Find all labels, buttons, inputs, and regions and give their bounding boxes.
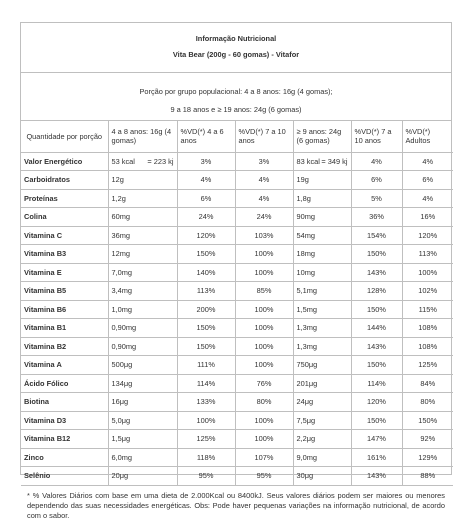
- amount-9-plus-years: 2,2μg: [293, 430, 351, 449]
- dv-7-10-years-group2: 143%: [351, 467, 402, 486]
- dv-adults: 150%: [402, 411, 453, 430]
- dv-4-6-years: 120%: [177, 226, 235, 245]
- product-name: Vita Bear (200g - 60 gomas) - Vitafor: [172, 50, 300, 59]
- amount-4-8-years: 6,0mg: [108, 448, 177, 467]
- dv-4-6-years: 200%: [177, 300, 235, 319]
- amount-9-plus-years: 30μg: [293, 467, 351, 486]
- table-row: [21, 263, 453, 282]
- dv-7-10-years-group2: 161%: [351, 448, 402, 467]
- dv-7-10-years: 100%: [235, 319, 293, 338]
- amount-9-plus-years: [293, 152, 351, 171]
- dv-adults: 100%: [402, 263, 453, 282]
- amount-9-plus-years: 10mg: [293, 263, 351, 282]
- dv-adults: 125%: [402, 356, 453, 375]
- column-header: %VD(*) Adultos: [402, 121, 453, 152]
- table-row: [21, 319, 453, 338]
- amount-9-plus-years: 750μg: [293, 356, 351, 375]
- dv-4-6-years: 6%: [177, 189, 235, 208]
- nutrient-name: Vitamina B1: [21, 319, 108, 338]
- amount-4-8-years: 16μg: [108, 393, 177, 412]
- dv-adults: 108%: [402, 319, 453, 338]
- amount-4-8-years: 0,90mg: [108, 337, 177, 356]
- dv-4-6-years: 113%: [177, 282, 235, 301]
- dv-7-10-years: 100%: [235, 300, 293, 319]
- table-row: [21, 171, 453, 190]
- table-row: [21, 448, 453, 467]
- table-header-row: [21, 121, 453, 152]
- table-row: [21, 208, 453, 227]
- nutrition-facts-panel: [20, 22, 452, 520]
- dv-adults: 108%: [402, 337, 453, 356]
- dv-7-10-years: 85%: [235, 282, 293, 301]
- column-header: 4 a 8 anos: 16g (4 gomas): [108, 121, 177, 152]
- table-row: [21, 356, 453, 375]
- portion-line-1: Porção por grupo populacional: 4 a 8 anos: 16g (4 gomas);: [139, 87, 333, 96]
- amount-4-8-years: 12g: [108, 171, 177, 190]
- table-row: [21, 374, 453, 393]
- dv-7-10-years-group2: 128%: [351, 282, 402, 301]
- dv-4-6-years: 111%: [177, 356, 235, 375]
- dv-4-6-years: 100%: [177, 411, 235, 430]
- dv-adults: 80%: [402, 393, 453, 412]
- dv-adults: 4%: [402, 152, 453, 171]
- nutrition-table: [21, 121, 453, 486]
- dv-7-10-years: 95%: [235, 467, 293, 486]
- dv-adults: 88%: [402, 467, 453, 486]
- nutrient-name: Vitamina B5: [21, 282, 108, 301]
- column-header: %VD(*) 7 a 10 anos: [351, 121, 402, 152]
- nutrient-name: Zinco: [21, 448, 108, 467]
- dv-7-10-years: 80%: [235, 393, 293, 412]
- portion-line-2: 9 a 18 anos e ≥ 19 anos: 24g (6 gomas): [170, 105, 302, 114]
- dv-7-10-years-group2: 4%: [351, 152, 402, 171]
- dv-7-10-years: 100%: [235, 411, 293, 430]
- dv-4-6-years: 118%: [177, 448, 235, 467]
- nutrient-name: Vitamina B2: [21, 337, 108, 356]
- nutrient-name: Vitamina B6: [21, 300, 108, 319]
- table-row: [21, 467, 453, 486]
- dv-7-10-years: 3%: [235, 152, 293, 171]
- amount-9-plus-years: 5,1mg: [293, 282, 351, 301]
- dv-adults: 102%: [402, 282, 453, 301]
- table-row: [21, 300, 453, 319]
- amount-4-8-years: 36mg: [108, 226, 177, 245]
- dv-4-6-years: 140%: [177, 263, 235, 282]
- amount-9-plus-years: 90mg: [293, 208, 351, 227]
- nutrient-name: Biotina: [21, 393, 108, 412]
- dv-adults: 92%: [402, 430, 453, 449]
- column-header: %VD(*) 4 a 6 anos: [177, 121, 235, 152]
- dv-adults: 113%: [402, 245, 453, 264]
- amount-4-8-years: 1,5μg: [108, 430, 177, 449]
- amount-kcal: 83 kcal: [296, 156, 320, 166]
- portion-info: [21, 73, 451, 121]
- footnote: * % Valores Diários com base em uma dieta de 2.000Kcal ou 8400kJ. Seus valores diários podem ser maiores ou menores dependendo das suas necessidades energéticas. Obs: Pode haver pequenas variações na informação nutricional, de acordo com o sabor.: [27, 490, 445, 520]
- dv-7-10-years: 100%: [235, 356, 293, 375]
- amount-9-plus-years: 54mg: [293, 226, 351, 245]
- amount-9-plus-years: 18mg: [293, 245, 351, 264]
- table-row: [21, 411, 453, 430]
- nutrient-name: Colina: [21, 208, 108, 227]
- column-header: %VD(*) 7 a 10 anos: [235, 121, 293, 152]
- dv-4-6-years: 3%: [177, 152, 235, 171]
- amount-kcal: 53 kcal: [111, 156, 135, 166]
- table-row: [21, 226, 453, 245]
- dv-7-10-years-group2: 36%: [351, 208, 402, 227]
- dv-7-10-years: 100%: [235, 337, 293, 356]
- dv-7-10-years-group2: 144%: [351, 319, 402, 338]
- dv-7-10-years-group2: 150%: [351, 300, 402, 319]
- dv-4-6-years: 95%: [177, 467, 235, 486]
- dv-adults: 6%: [402, 171, 453, 190]
- dv-7-10-years: 100%: [235, 263, 293, 282]
- amount-9-plus-years: 9,0mg: [293, 448, 351, 467]
- dv-4-6-years: 150%: [177, 337, 235, 356]
- dv-adults: 16%: [402, 208, 453, 227]
- nutrient-name: Selênio: [21, 467, 108, 486]
- dv-7-10-years-group2: 154%: [351, 226, 402, 245]
- amount-9-plus-years: 1,5mg: [293, 300, 351, 319]
- dv-4-6-years: 150%: [177, 245, 235, 264]
- dv-4-6-years: 4%: [177, 171, 235, 190]
- amount-4-8-years: 0,90mg: [108, 319, 177, 338]
- amount-kj: = 223 kj: [147, 156, 174, 166]
- table-row: [21, 282, 453, 301]
- amount-9-plus-years: 19g: [293, 171, 351, 190]
- dv-adults: 129%: [402, 448, 453, 467]
- amount-4-8-years: 7,0mg: [108, 263, 177, 282]
- amount-4-8-years: 1,0mg: [108, 300, 177, 319]
- dv-7-10-years-group2: 114%: [351, 374, 402, 393]
- dv-7-10-years-group2: 5%: [351, 189, 402, 208]
- amount-9-plus-years: 7,5μg: [293, 411, 351, 430]
- nutrient-name: Valor Energético: [21, 152, 108, 171]
- dv-7-10-years-group2: 150%: [351, 245, 402, 264]
- nutrient-name: Vitamina B3: [21, 245, 108, 264]
- dv-7-10-years-group2: 150%: [351, 411, 402, 430]
- dv-4-6-years: 133%: [177, 393, 235, 412]
- dv-4-6-years: 114%: [177, 374, 235, 393]
- nutrient-name: Vitamina E: [21, 263, 108, 282]
- amount-4-8-years: 60mg: [108, 208, 177, 227]
- amount-4-8-years: [108, 152, 177, 171]
- dv-adults: 84%: [402, 374, 453, 393]
- dv-adults: 115%: [402, 300, 453, 319]
- column-header: ≥ 9 anos: 24g (6 gomas): [293, 121, 351, 152]
- nutrient-name: Vitamina C: [21, 226, 108, 245]
- table-row: [21, 189, 453, 208]
- nutrient-name: Carboidratos: [21, 171, 108, 190]
- amount-9-plus-years: 24μg: [293, 393, 351, 412]
- table-row: [21, 152, 453, 171]
- table-row: [21, 245, 453, 264]
- column-header: Quantidade por porção: [21, 121, 108, 152]
- amount-4-8-years: 500μg: [108, 356, 177, 375]
- dv-7-10-years-group2: 150%: [351, 356, 402, 375]
- nutrient-name: Proteínas: [21, 189, 108, 208]
- nutrient-name: Vitamina B12: [21, 430, 108, 449]
- nutrient-name: Ácido Fólico: [21, 374, 108, 393]
- dv-7-10-years: 4%: [235, 189, 293, 208]
- dv-4-6-years: 150%: [177, 319, 235, 338]
- nutrition-title: Informação Nutricional: [195, 34, 277, 43]
- dv-7-10-years-group2: 143%: [351, 263, 402, 282]
- nutrient-name: Vitamina D3: [21, 411, 108, 430]
- amount-4-8-years: 134μg: [108, 374, 177, 393]
- nutrient-name: Vitamina A: [21, 356, 108, 375]
- dv-7-10-years: 103%: [235, 226, 293, 245]
- amount-4-8-years: 20μg: [108, 467, 177, 486]
- dv-adults: 120%: [402, 226, 453, 245]
- dv-adults: 4%: [402, 189, 453, 208]
- dv-7-10-years: 100%: [235, 430, 293, 449]
- dv-7-10-years: 24%: [235, 208, 293, 227]
- amount-9-plus-years: 1,8g: [293, 189, 351, 208]
- dv-7-10-years-group2: 6%: [351, 171, 402, 190]
- dv-4-6-years: 24%: [177, 208, 235, 227]
- dv-7-10-years: 76%: [235, 374, 293, 393]
- amount-9-plus-years: 1,3mg: [293, 337, 351, 356]
- amount-kj: = 349 kj: [321, 156, 348, 166]
- amount-4-8-years: 1,2g: [108, 189, 177, 208]
- dv-4-6-years: 125%: [177, 430, 235, 449]
- amount-4-8-years: 5,0μg: [108, 411, 177, 430]
- amount-9-plus-years: 1,3mg: [293, 319, 351, 338]
- amount-9-plus-years: 201μg: [293, 374, 351, 393]
- dv-7-10-years-group2: 143%: [351, 337, 402, 356]
- table-row: [21, 430, 453, 449]
- nutrition-header: [21, 23, 451, 73]
- dv-7-10-years-group2: 120%: [351, 393, 402, 412]
- dv-7-10-years: 100%: [235, 245, 293, 264]
- amount-4-8-years: 3,4mg: [108, 282, 177, 301]
- amount-4-8-years: 12mg: [108, 245, 177, 264]
- dv-7-10-years: 4%: [235, 171, 293, 190]
- table-row: [21, 337, 453, 356]
- table-row: [21, 393, 453, 412]
- dv-7-10-years: 107%: [235, 448, 293, 467]
- dv-7-10-years-group2: 147%: [351, 430, 402, 449]
